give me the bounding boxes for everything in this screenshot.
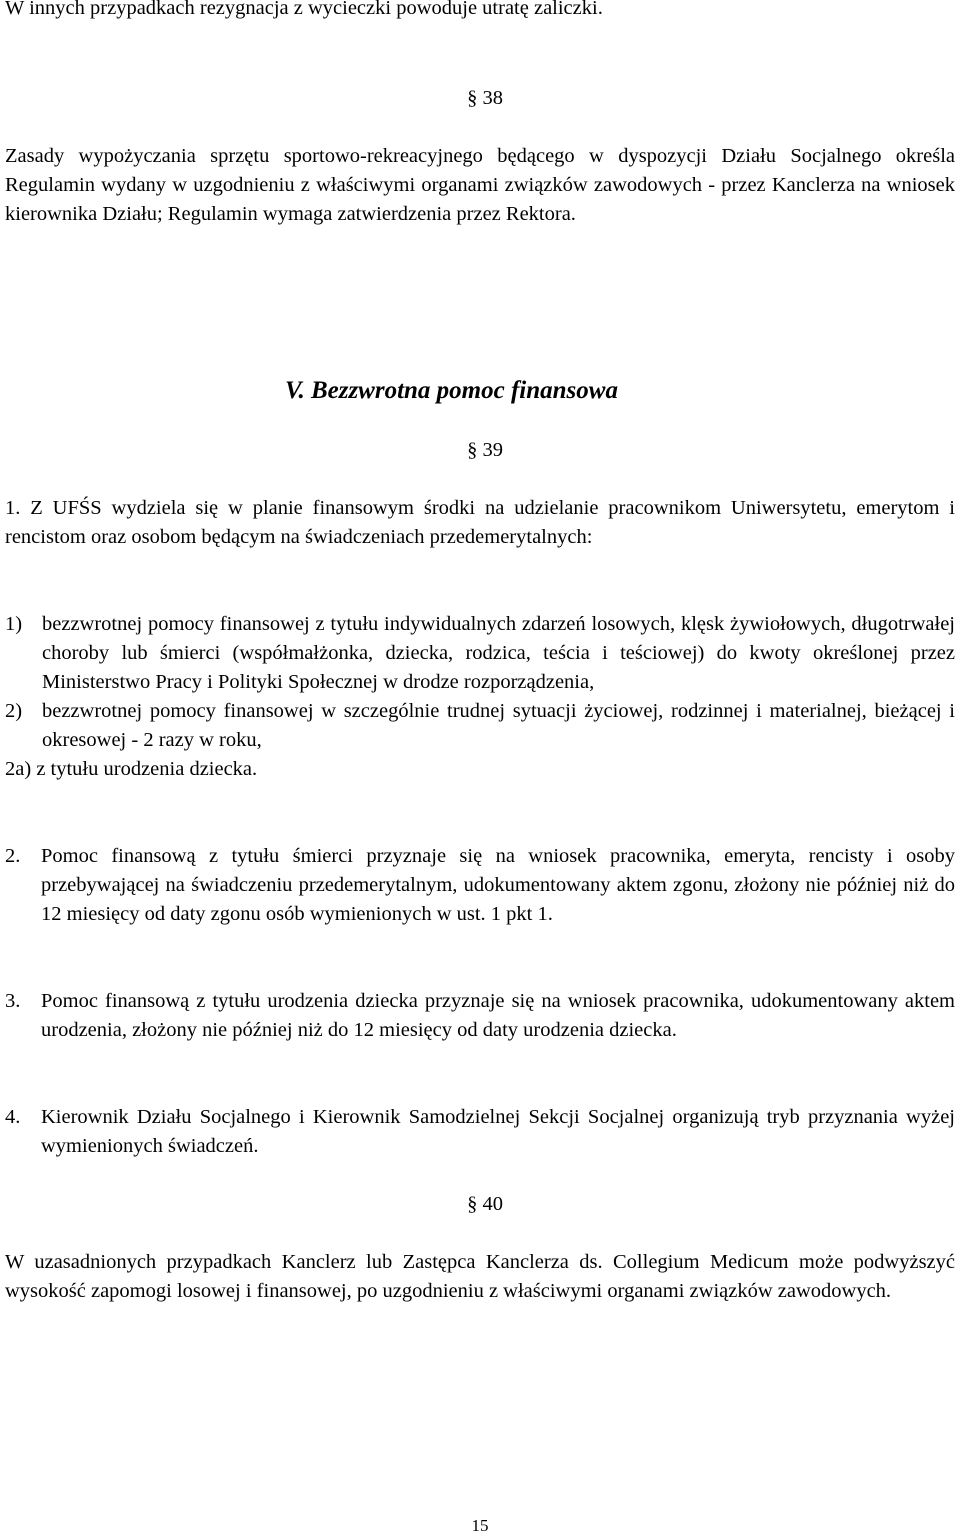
item-3-num: 3. [5,990,21,1012]
item-2-num: 2. [5,845,21,867]
top-line-text: W innych przypadkach rezygnacja z wycieczki powoduje utratę zaliczki. [5,0,603,19]
section-40-number: § 40 [467,1193,503,1215]
item-4-num: 4. [5,1106,21,1128]
sub-item-1 [0,610,955,697]
item-1-num: 1. [5,497,21,519]
sub-item-3 [0,755,955,784]
section-40-text: W uzasadnionych przypadkach Kanclerz lub Zastępca Kanclerza ds. Collegium Medicum może podwyższyć wysokość zapomogi losowej i finansowej, po uzgodnieniu z właściwymi organami związków zawodowych. [5,1251,955,1302]
section-38-number: § 38 [467,87,503,109]
chapter-heading: V. Bezzwrotna pomoc finansowa [285,377,618,404]
section-39-item-1 [5,494,955,552]
section-39-sublist [0,610,955,784]
sub-item-3-num: 2a) [5,758,32,780]
sub-item-1-text: bezzwrotnej pomocy finansowej z tytułu indywidualnych zdarzeń losowych, klęsk żywiołowych, długotrwałej choroby lub śmierci (współmałżonka, dziecka, rodzica, teścia i teściowej) do kwoty określonej przez Ministerstwo Pracy i Polityki Społecznej w drodze rozporządzenia, [42,613,955,693]
section-39-item-4 [5,1103,955,1161]
item-4-text: Kierownik Działu Socjalnego i Kierownik Samodzielnej Sekcji Socjalnej organizują tryb przyznania wyżej wymienionych świadczeń. [41,1106,955,1157]
item-3-text: Pomoc finansową z tytułu urodzenia dziecka przyznaje się na wniosek pracownika, udokumentowany aktem urodzenia, złożony nie później niż do 12 miesięcy od daty urodzenia dziecka. [41,990,955,1041]
sub-item-3-text: z tytułu urodzenia dziecka. [36,758,258,780]
sub-item-2 [0,697,955,755]
page-number: 15 [471,1516,489,1535]
sub-item-2-text: bezzwrotnej pomocy finansowej w szczególnie trudnej sytuacji życiowej, rodzinnej i materialnej, bieżącej i okresowej - 2 razy w roku, [42,700,955,751]
item-1-body: Z UFŚS wydziela się w planie finansowym środki na udzielanie pracownikom Uniwersytetu, emerytom i rencistom oraz osobom będącym na świadczeniach przedemerytalnych: [5,497,956,548]
section-39-item-1-text [5,494,955,552]
item-2-text: Pomoc finansową z tytułu śmierci przyznaje się na wniosek pracownika, emeryta, rencisty i osoby przebywającej na świadczeniu przedemerytalnym, udokumentowany aktem zgonu, złożony nie później niż do 12 miesięcy od daty zgonu osób wymienionych w ust. 1 pkt 1. [41,845,955,925]
section-39-number: § 39 [467,439,503,461]
sub-item-2-num: 2) [5,700,23,722]
section-39-item-2 [5,842,955,929]
section-38-text: Zasady wypożyczania sprzętu sportowo-rekreacyjnego będącego w dyspozycji Działu Socjalnego określa Regulamin wydany w uzgodnieniu z właściwymi organami związków zawodowych - przez Kanclerza na wniosek kierownika Działu; Regulamin wymaga zatwierdzenia przez Rektora. [5,145,955,225]
sub-item-1-num: 1) [5,613,23,635]
section-39-item-3 [5,987,955,1045]
